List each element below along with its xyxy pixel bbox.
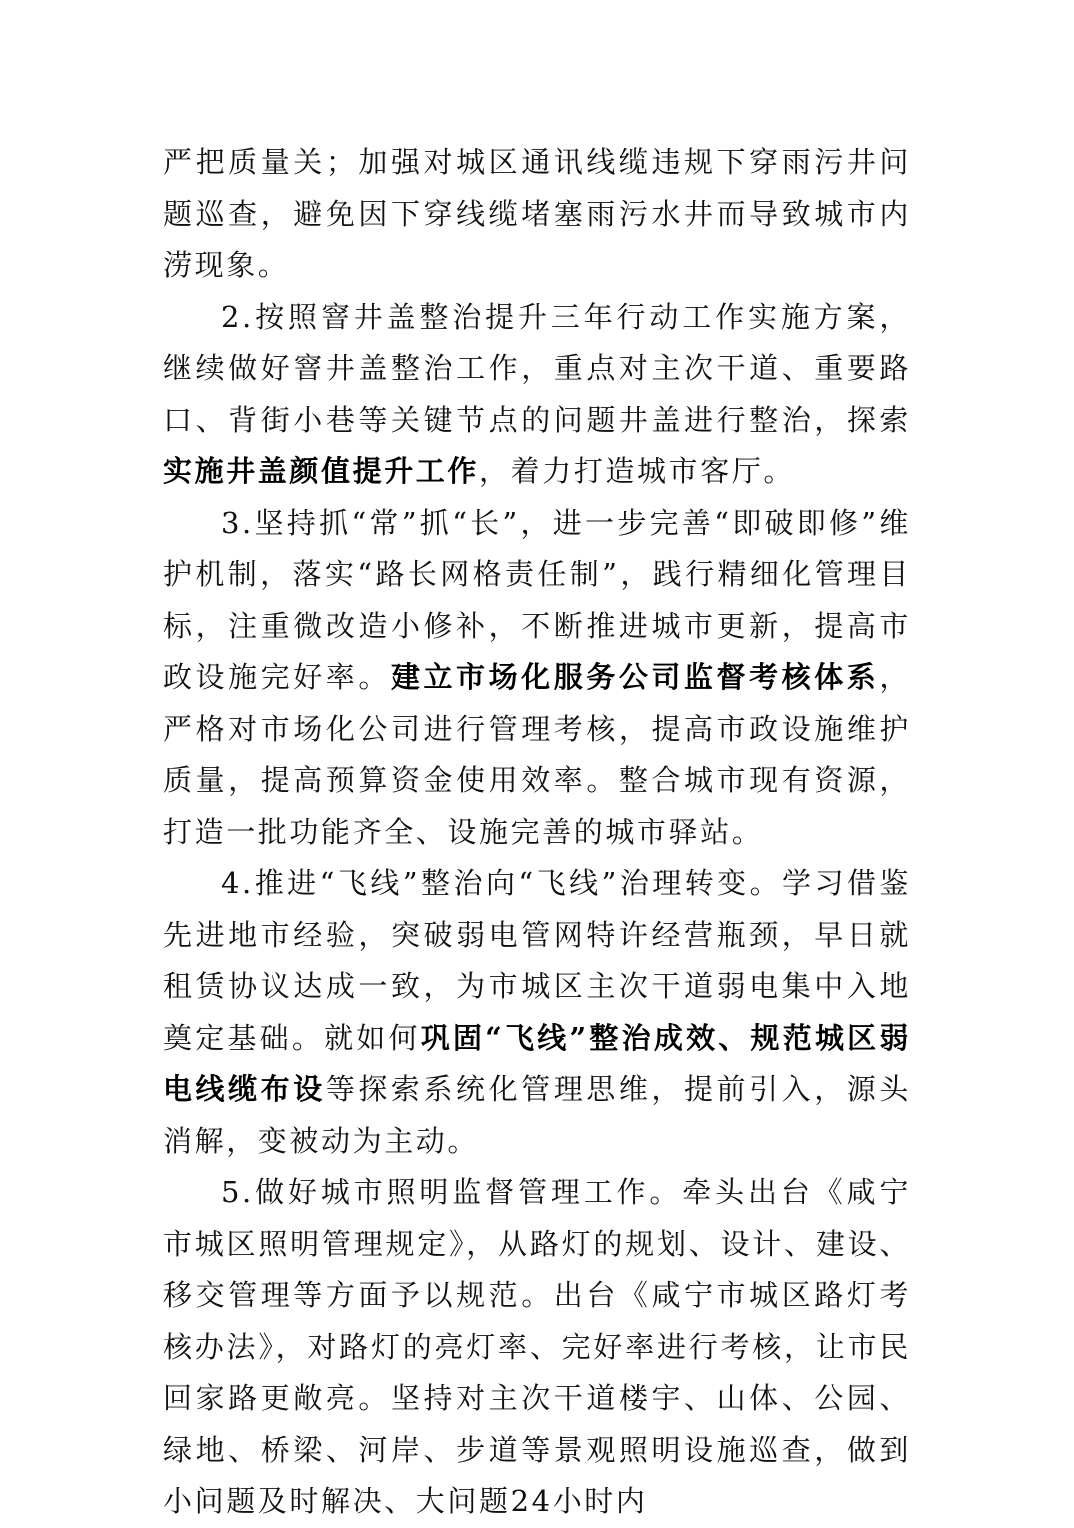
text-segment: ，严格对市场化公司进行管理考核，提高市政设施维护质量，提高预算资金使用效率。整合城市现有资源，打造一批功能齐全、设施完善的城市驿站。 [163,660,911,849]
text-segment: 3.坚持抓“常”抓“长”，进一步完善“即破即修”维护机制，落实“路长网格责任制”，践行精细化管理目标，注重微改造小修补，不断推进城市更新，提高市政设施完好率。 [163,505,911,694]
paragraph-5 [163,1167,911,1528]
text-segment: 4.推进“飞线”整治向“飞线”治理转变。学习借鉴先进地市经验，突破弱电管网特许经营瓶颈，早日就租赁协议达成一致，为市城区主次干道弱电集中入地奠定基础。就如何 [163,866,911,1055]
bold-text-segment: 实施井盖颜值提升工作 [163,454,480,488]
paragraph-4 [163,858,911,1167]
text-segment: 等探索系统化管理思维，提前引入，源头消解，变被动为主动。 [163,1072,911,1158]
paragraph-2 [163,292,911,498]
text-segment: 严把质量关；加强对城区通讯线缆违规下穿雨污井问题巡查，避免因下穿线缆堵塞雨污水井而导致城市内涝现象。 [163,145,911,282]
bold-text-segment: 巩固“飞线”整治成效、规范城区弱电线缆布设 [163,1020,911,1106]
text-segment: 5.做好城市照明监督管理工作。牵头出台《咸宁市城区照明管理规定》，从路灯的规划、设计、建设、移交管理等方面予以规范。出台《咸宁市城区路灯考核办法》，对路灯的亮灯率、完好率进行考核，让市民回家路更敞亮。坚持对主次干道楼宇、山体、公园、绿地、桥梁、河岸、步道等景观照明设施巡查，做到小问题及时解决、大问题24小时内 [163,1175,911,1518]
bold-text-segment: 建立市场化服务公司监督考核体系 [390,660,880,694]
paragraph-3 [163,498,911,859]
text-segment: ，着力打造城市客厅。 [479,454,796,488]
body-text [163,137,911,1528]
paragraph-1 [163,137,911,292]
text-segment: 2.按照窨井盖整治提升三年行动工作实施方案，继续做好窨井盖整治工作，重点对主次干道、重要路口、背街小巷等关键节点的问题井盖进行整治，探索 [163,299,911,437]
